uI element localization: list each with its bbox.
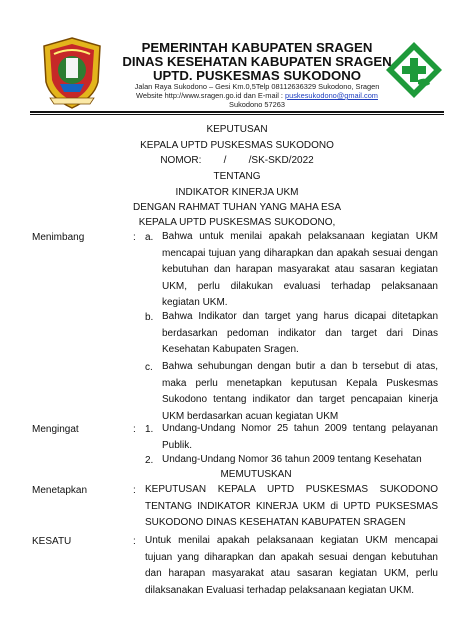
letterhead-divider-thick <box>30 111 444 113</box>
decree-number: NOMOR: / /SK-SKD/2022 <box>160 155 314 166</box>
kesatu-colon: : <box>133 536 136 547</box>
letterhead-address: Jalan Raya Sukodono – Gesi Km.0,5Telp 08112636329 Sukodono, Sragen <box>134 82 380 91</box>
sragen-crest-icon <box>40 36 104 110</box>
decree-subject: INDIKATOR KINERJA UKM <box>175 187 299 198</box>
menimbang-colon: : <box>133 232 136 243</box>
decree-title: KEPUTUSAN <box>206 124 268 135</box>
kesatu-label: KESATU <box>32 536 72 547</box>
letterhead-unit: UPTD. PUSKESMAS SUKODONO <box>152 68 362 83</box>
menimbang-mark-a: a. <box>145 232 154 243</box>
decree-about: TENTANG <box>213 171 261 182</box>
menetapkan-label: Menetapkan <box>32 485 88 496</box>
mengingat-label: Mengingat <box>32 424 79 435</box>
website-text: Website http://www.sragen.go.id dan E-mail : <box>136 91 286 100</box>
mengingat-mark-1: 1. <box>145 424 154 435</box>
menimbang-mark-c: c. <box>145 362 153 373</box>
decree-issuer: KEPALA UPTD PUSKESMAS SUKODONO <box>140 140 334 151</box>
menimbang-item-c: Bahwa sehubungan dengan butir a dan b tersebut di atas, maka perlu menetapkan keputusan Kepala Puskesmas Sukodono tentang indikator dan target pencapaian kinerja UKM berdasarkan acuan kegiatan UKM <box>162 361 438 422</box>
menimbang-item-a: Bahwa untuk menilai apakah pelaksanaan kegiatan UKM mencapai tujuan yang diharapkan dan apakah sesuai dengan kebutuhan dan harapan masyarakat atau sasaran kegiatan UKM, perlu dilakukan evaluasi terhadap pelaksanaan kegiatan UKM. <box>162 231 438 308</box>
menimbang-label: Menimbang <box>32 232 85 243</box>
mengingat-mark-2: 2. <box>145 455 154 466</box>
menetapkan-colon: : <box>133 485 136 496</box>
menetapkan-text: KEPUTUSAN KEPALA UPTD PUSKESMAS SUKODONO TENTANG INDIKATOR KINERJA UKM di UPTD PUKSESMAS SUKODONO DINAS KESEHATAN KABUPATEN SRAGEN <box>145 484 438 528</box>
letterhead-postal: Sukodono 57263 <box>229 100 285 109</box>
menimbang-item-b: Bahwa Indikator dan target yang harus dicapai ditetapkan berdasarkan pedoman indikator dan target dari Dinas Kesehatan Kabupaten Sragen. <box>162 311 438 355</box>
letterhead-divider-thin <box>30 114 444 115</box>
email-link[interactable]: puskesukodono@gmail.com <box>285 91 378 100</box>
menimbang-mark-b: b. <box>145 312 154 323</box>
mengingat-colon: : <box>133 424 136 435</box>
decree-grace: DENGAN RAHMAT TUHAN YANG MAHA ESA <box>132 202 341 213</box>
mengingat-item-2: Undang-Undang Nomor 36 tahun 2009 tentang Kesehatan <box>162 454 422 465</box>
letterhead-government: PEMERINTAH KABUPATEN SRAGEN <box>141 40 373 55</box>
mengingat-item-1: Undang-Undang Nomor 25 tahun 2009 tentang pelayanan Publik. <box>162 423 438 451</box>
letterhead-department: DINAS KESEHATAN KABUPATEN SRAGEN <box>122 54 392 69</box>
memutuskan-heading: MEMUTUSKAN <box>220 469 292 480</box>
decree-issuer-2: KEPALA UPTD PUSKESMAS SUKODONO, <box>138 217 336 228</box>
kesatu-text: Untuk menilai apakah pelaksanaan kegiatan UKM mencapai tujuan yang diharapkan dan apakah sesuai dengan kebutuhan dan harapan masyarakat atau sasaran kegiatan UKM, perlu dilaksanakan Evaluasi terhadap pelaksanaan kegiatan UKM. <box>145 535 438 596</box>
